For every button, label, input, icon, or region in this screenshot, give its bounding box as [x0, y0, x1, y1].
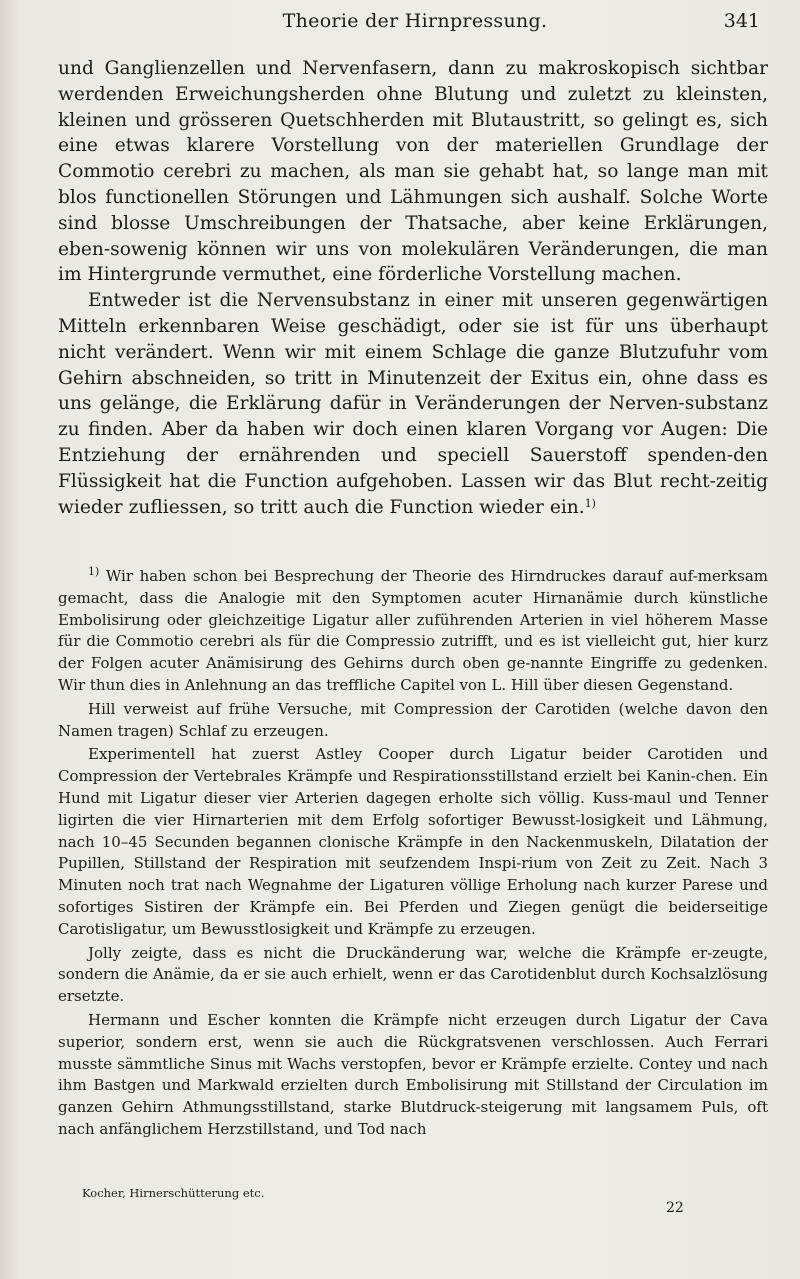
- running-title: Theorie der Hirnpressung.: [282, 10, 548, 32]
- paragraph: [58, 288, 768, 520]
- signature-number: 22: [666, 1200, 684, 1216]
- paragraph-text: Entweder ist die Nervensubstanz in einer mit unseren gegenwärtigen Mitteln erkennbaren Weise geschädigt, oder sie ist für uns überhaupt nicht verändert. Wenn wir mit einem Schlage die ganze Blutzufuhr vom Gehirn abschneiden, so tritt in Minutenzeit der Exitus ein, ohne dass es uns gelänge, die Erklärung dafür in Veränderungen der Nerven-substanz zu finden. Aber da haben wir doch einen klaren Vorgang vor Augen: Die Entziehung der ernährenden und speciell Sauerstoff spenden-den Flüssigkeit hat die Function aufgehoben. Lassen wir das Blut recht-zeitig wieder zufliessen, so tritt auch die Function wieder ein.: [58, 290, 768, 518]
- footnote-paragraph: Hill verweist auf frühe Versuche, mit Compression der Carotiden (welche davon den Namen tragen) Schlaf zu erzeugen.: [58, 699, 768, 740]
- paragraph: und Ganglienzellen und Nervenfasern, dann zu makroskopisch sichtbar werdenden Erweichungsherden ohne Blutung und zuletzt zu kleinsten, kleinen und grösseren Quetschherden mit Blutaustritt, so gelingt es, sich eine etwas klarere Vorstellung von der materiellen Grundlage der Commotio cerebri zu machen, als man sie gehabt hat, so lange man mit blos functionellen Störungen und Lähmungen sich aushalf. Solche Worte sind blosse Umschreibungen der Thatsache, aber keine Erklärungen, eben-sowenig können wir uns von molekulären Veränderungen, die man im Hintergrunde vermuthet, eine förderliche Vorstellung machen.: [58, 58, 768, 286]
- footnote-reference: 1): [584, 496, 596, 510]
- footnote-paragraph: Hermann und Escher konnten die Krämpfe nicht erzeugen durch Ligatur der Cava superior, sondern erst, wenn sie auch die Rückgratsvenen verschlossen. Auch Ferrari musste sämmtliche Sinus mit Wachs verstopfen, bevor er Krämpfe erzielte. Contey und nach ihm Bastgen und Markwald erzielten durch Embolisirung mit Stillstand der Circulation im ganzen Gehirn Athmungsstillstand, starke Blutdruck-steigerung mit langsamem Puls, oft nach anfänglichem Herzstillstand, und Tod nach: [58, 1010, 768, 1138]
- footnote-paragraph: Experimentell hat zuerst Astley Cooper durch Ligatur beider Carotiden und Compression der Vertebrales Krämpfe und Respirationsstillstand erzielt bei Kanin-chen. Ein Hund mit Ligatur dieser vier Arterien dagegen erholte sich völlig. Kuss-maul und Tenner ligirten die vier Hirnarterien mit dem Erfolg sofortiger Bewusst-losigkeit und Lähmung, nach 10–45 Secunden begannen clonische Krämpfe in den Nackenmuskeln, Dilatation der Pupillen, Stillstand der Respiration mit seufzendem Inspi-rium von Zeit zu Zeit. Nach 3 Minuten noch trat nach Wegnahme der Ligaturen völlige Erholung nach kurzer Parese und sofortiges Sistiren der Krämpfe ein. Bei Pferden und Ziegen genügt die beiderseitige Carotisligatur, um Bewusstlosigkeit und Krämpfe zu erzeugen.: [58, 745, 768, 938]
- footnote-marker: 1): [88, 565, 100, 578]
- footnote-paragraph: Jolly zeigte, dass es nicht die Druckänderung war, welche die Krämpfe er-zeugte, sondern die Anämie, da er sie auch erhielt, wenn er das Carotidenblut durch Kochsalzlösung ersetzte.: [58, 943, 768, 1006]
- page-header: [70, 10, 760, 40]
- footnote-paragraph: [58, 566, 768, 697]
- printer-signature: Kocher, Hirnerschütterung etc.: [82, 1186, 265, 1200]
- footnote: [58, 566, 768, 1143]
- footnote-text: Wir haben schon bei Besprechung der Theorie des Hirndruckes darauf auf-merksam gemacht, dass die Analogie mit den Symptomen acuter Hirnanämie durch künstliche Embolisirung oder gleichzeitige Ligatur aller zuführenden Arterien in viel höherem Masse für die Commotio cerebri als für die Compressio zutrifft, und es ist vielleicht gut, hier kurz der Folgen acuter Anämisirung des Gehirns durch oben ge-nannte Eingriffe zu gedenken. Wir thun dies in Anlehnung an das treffliche Capitel von L. Hill über diesen Gegenstand.: [58, 567, 768, 694]
- page-number: 341: [723, 10, 760, 32]
- main-text: [58, 56, 768, 520]
